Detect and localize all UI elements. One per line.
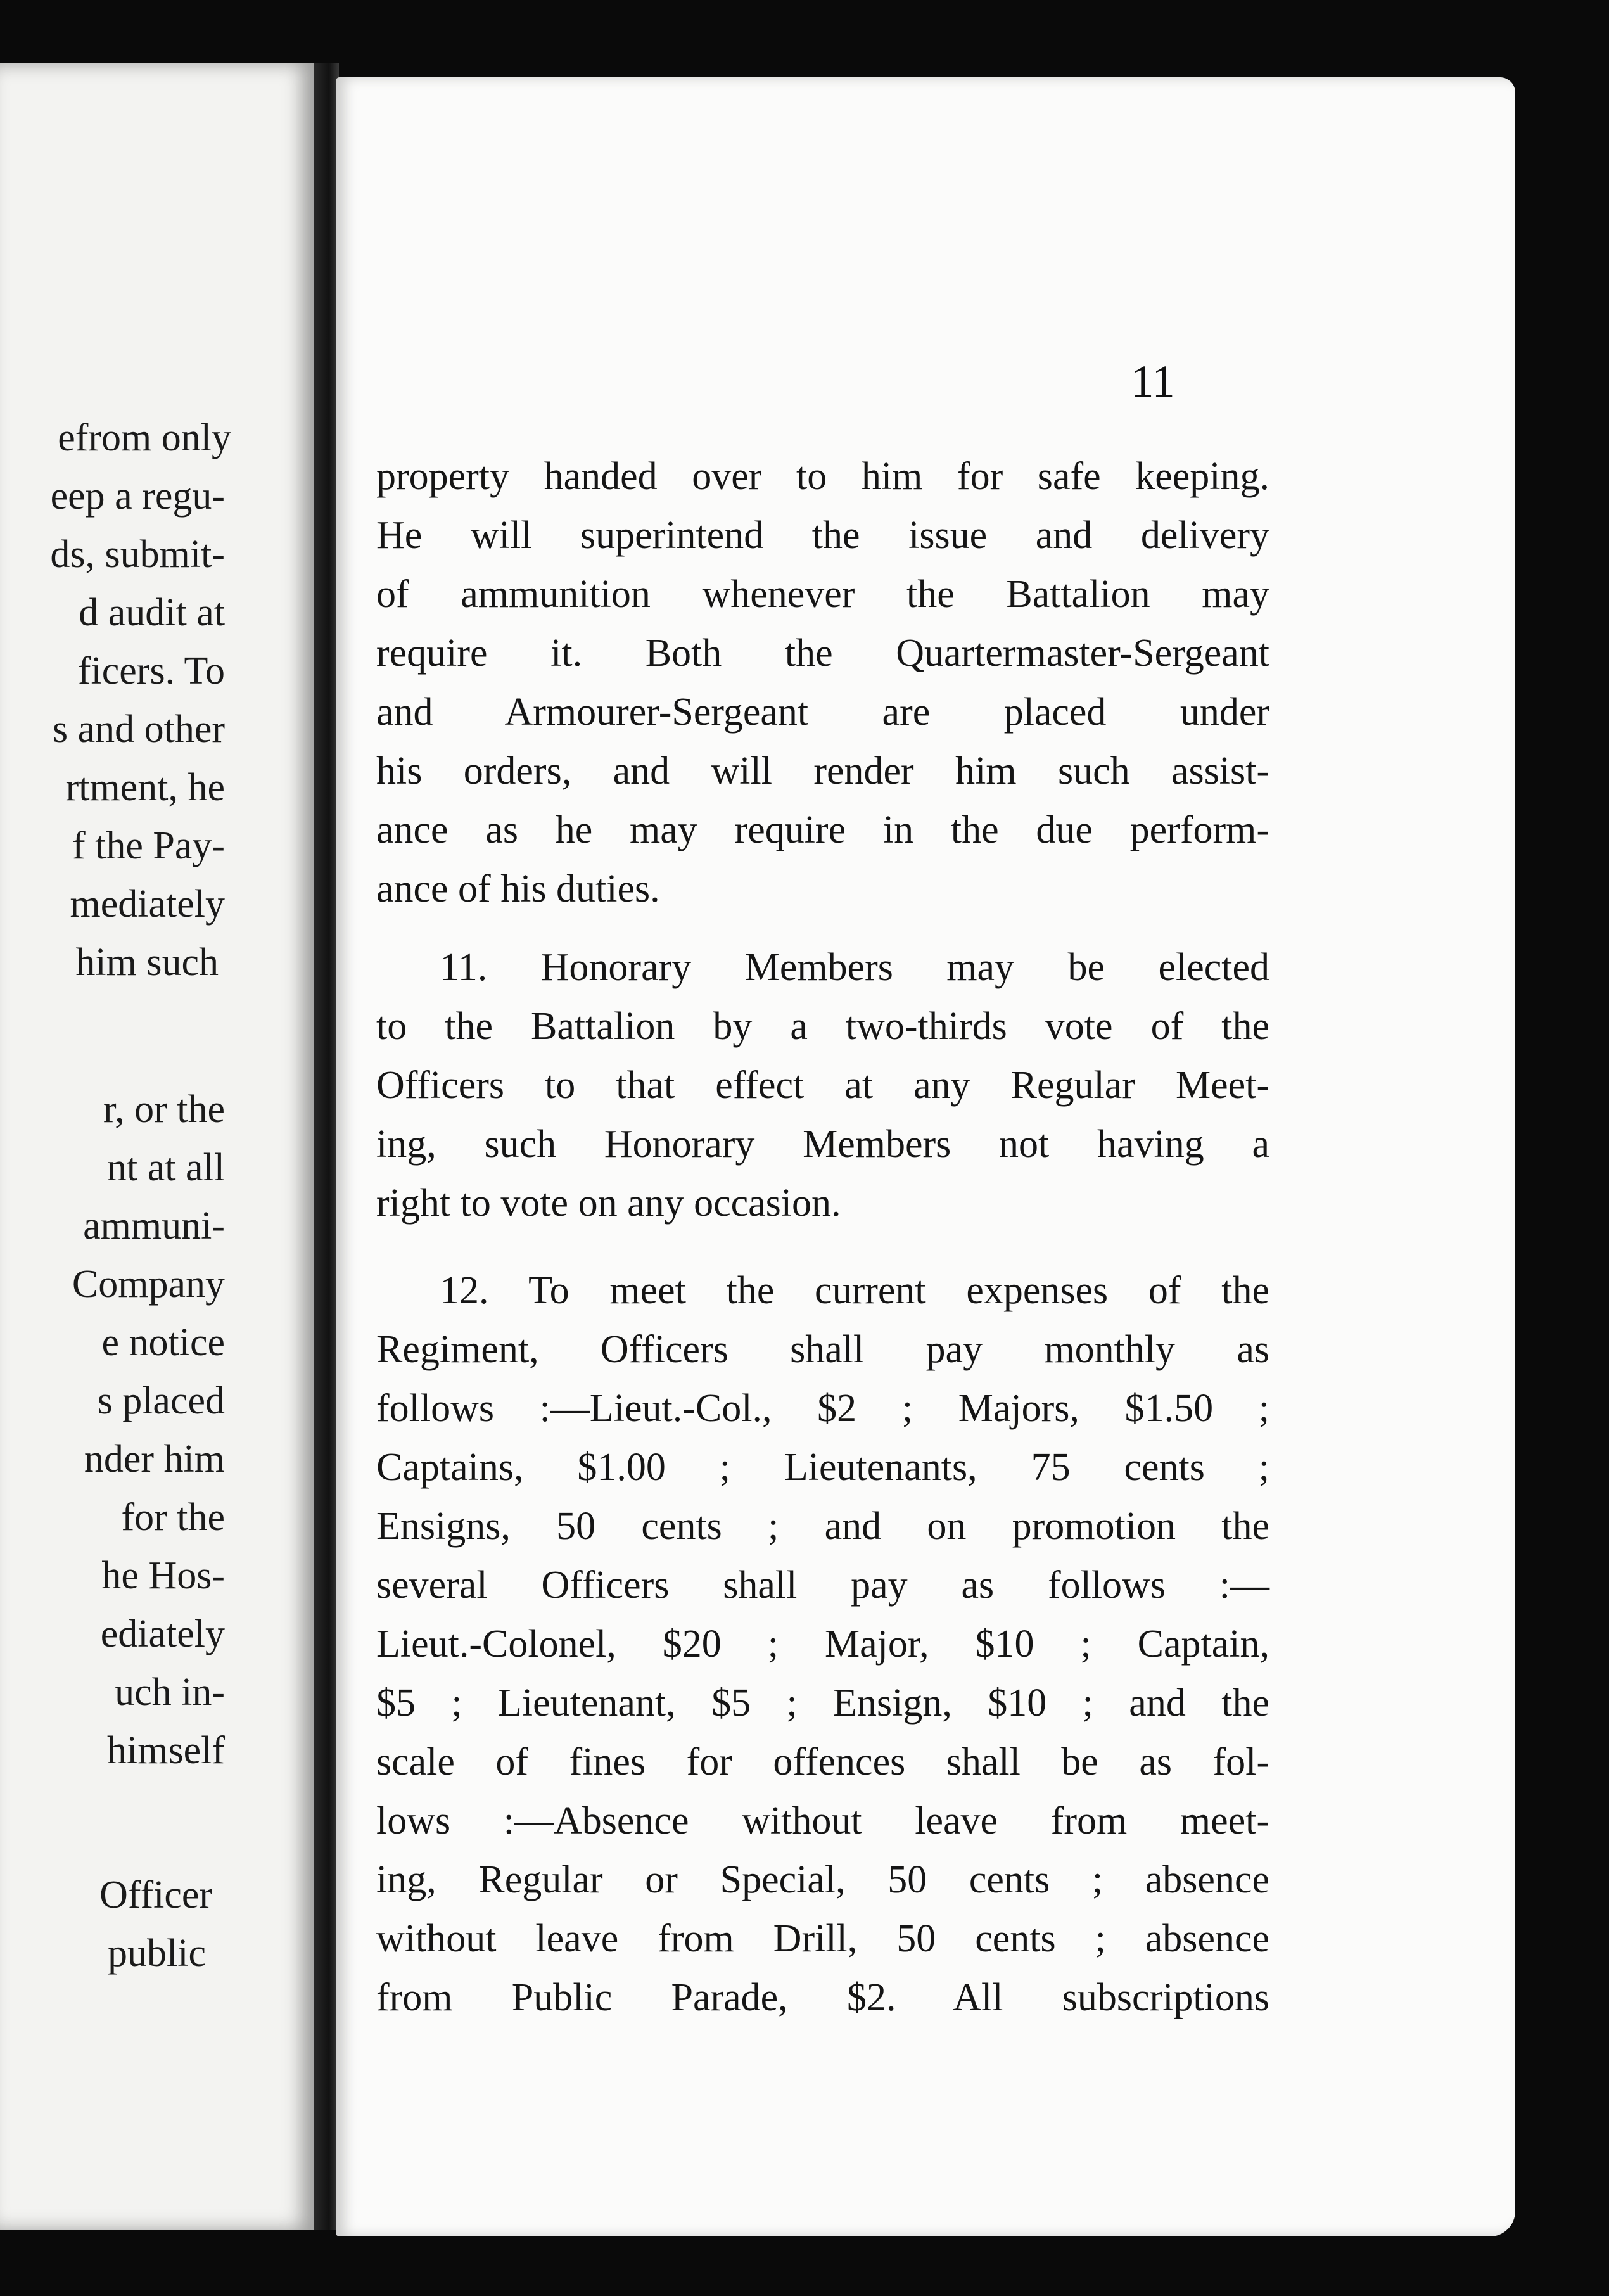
book-gutter <box>314 63 339 2230</box>
text-line: property handed over to him for safe keeping. <box>376 455 1269 498</box>
left-line: f the Pay- <box>72 824 225 867</box>
text-line: Regiment, Officers shall pay monthly as <box>376 1328 1269 1371</box>
left-line: d audit at <box>79 591 225 634</box>
left-line: ediately <box>100 1612 225 1655</box>
left-line: nt at all <box>107 1146 225 1189</box>
text-line: his orders, and will render him such assist- <box>376 749 1269 793</box>
left-line: Company <box>72 1263 225 1306</box>
text-line: ance of his duties. <box>376 867 660 910</box>
left-line: rtment, he <box>65 766 225 809</box>
text-line: follows :—Lieut.-Col., $2 ; Majors, $1.50 ; <box>376 1387 1269 1430</box>
page-number-text: 11 <box>1131 356 1175 407</box>
text-line: require it. Both the Quartermaster-Sergeant <box>376 632 1269 675</box>
text-line: right to vote on any occasion. <box>376 1182 841 1225</box>
text-line: ing, such Honorary Members not having a <box>376 1123 1269 1166</box>
text-line: scale of fines for offences shall be as fol- <box>376 1740 1269 1783</box>
left-line: ammuni- <box>83 1204 225 1247</box>
text-line: Officers to that effect at any Regular Meet- <box>376 1064 1269 1107</box>
text-line: $5 ; Lieutenant, $5 ; Ensign, $10 ; and the <box>376 1681 1269 1725</box>
left-line: ficers. To <box>77 649 225 692</box>
text-line: 11. Honorary Members may be elected <box>440 946 1269 989</box>
page-number <box>336 356 1197 407</box>
left-line: eep a regu- <box>50 475 225 518</box>
left-line: r, or the <box>103 1088 225 1131</box>
left-line: mediately <box>70 883 225 926</box>
right-page <box>336 77 1515 2236</box>
text-line: Captains, $1.00 ; Lieutenants, 75 cents ; <box>376 1446 1269 1489</box>
left-line: he Hos- <box>101 1554 225 1597</box>
left-line: efrom only <box>58 416 231 459</box>
left-line: him such <box>75 941 219 984</box>
left-page <box>0 63 314 2230</box>
text-line: to the Battalion by a two-thirds vote of the <box>376 1005 1269 1048</box>
left-line: nder him <box>84 1438 225 1481</box>
text-line: several Officers shall pay as follows :— <box>376 1564 1269 1607</box>
text-line: Lieut.-Colonel, $20 ; Major, $10 ; Captain, <box>376 1623 1269 1666</box>
left-line: s and other <box>52 708 225 751</box>
text-line: and Armourer-Sergeant are placed under <box>376 691 1269 734</box>
text-line: ance as he may require in the due perform- <box>376 808 1269 851</box>
text-line: He will superintend the issue and delivery <box>376 514 1269 557</box>
text-line: 12. To meet the current expenses of the <box>440 1269 1269 1312</box>
left-line: public <box>108 1932 206 1975</box>
text-line: Ensigns, 50 cents ; and on promotion the <box>376 1505 1269 1548</box>
left-line: s placed <box>97 1379 225 1422</box>
text-line: from Public Parade, $2. All subscriptions <box>376 1976 1269 2019</box>
left-line: for the <box>121 1496 225 1539</box>
text-line: lows :—Absence without leave from meet- <box>376 1799 1269 1842</box>
left-line: himself <box>107 1729 225 1772</box>
text-line: ing, Regular or Special, 50 cents ; absence <box>376 1858 1269 1901</box>
text-line: of ammunition whenever the Battalion may <box>376 573 1269 616</box>
left-line: ds, submit- <box>50 533 225 576</box>
left-line: uch in- <box>115 1671 225 1714</box>
text-line: without leave from Drill, 50 cents ; absence <box>376 1917 1269 1960</box>
left-line: e notice <box>101 1321 225 1364</box>
left-line: Officer <box>99 1873 212 1917</box>
